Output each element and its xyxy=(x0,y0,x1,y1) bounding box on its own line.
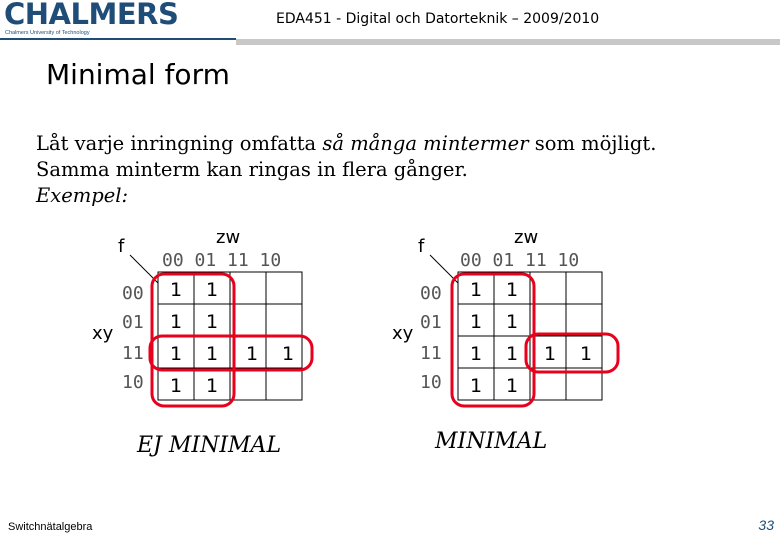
logo-wordmark: CHALMERS xyxy=(4,0,179,31)
cell: 1 xyxy=(469,343,483,365)
group-circle-square xyxy=(152,274,234,406)
row-label: 00 xyxy=(122,283,144,304)
kmap-left-caption: EJ MINIMAL xyxy=(137,433,282,458)
logo-subtitle: Chalmers University of Technology xyxy=(5,30,90,36)
body-example-label: Exempel: xyxy=(36,184,129,207)
kmap-right-caption: MINIMAL xyxy=(435,429,548,454)
kmap-left-cells xyxy=(170,279,294,397)
cell: 1 xyxy=(169,343,183,365)
kmap-left-xy-label: xy xyxy=(92,323,114,344)
kmap-right-xy-label: xy xyxy=(392,323,414,344)
kmap-right-row-labels xyxy=(420,283,442,393)
cell: 1 xyxy=(505,375,519,397)
slide-title: Minimal form xyxy=(46,58,230,91)
kmap-right xyxy=(392,227,618,454)
kmap-left xyxy=(92,227,312,458)
cell: 1 xyxy=(543,343,557,365)
group-circle-row xyxy=(526,334,618,372)
footer-topic: Switchnätalgebra xyxy=(8,521,93,533)
cell: 1 xyxy=(469,279,483,301)
row-label: 10 xyxy=(420,372,442,393)
cell: 1 xyxy=(281,343,295,365)
cell: 1 xyxy=(205,375,219,397)
cell: 1 xyxy=(205,311,219,333)
cell: 1 xyxy=(579,343,593,365)
body-line-1-c: som möjligt. xyxy=(528,132,657,155)
row-label: 01 xyxy=(420,312,442,333)
group-circle-square xyxy=(452,274,534,406)
kmap-right-f-label: f xyxy=(418,236,425,257)
course-header: EDA451 - Digital och Datorteknik – 2009/2010 xyxy=(276,11,600,27)
cell: 1 xyxy=(205,279,219,301)
kmap-left-zw-label: zw xyxy=(216,227,241,248)
cell: 1 xyxy=(169,279,183,301)
page-number: 33 xyxy=(758,517,774,533)
body-line-1-emphasis: så många mintermer xyxy=(322,132,529,155)
cell: 1 xyxy=(469,375,483,397)
kmap-left-row-labels xyxy=(122,283,144,393)
cell: 1 xyxy=(505,311,519,333)
row-label: 01 xyxy=(122,312,144,333)
row-label: 11 xyxy=(420,343,442,364)
cell: 1 xyxy=(469,311,483,333)
cell: 1 xyxy=(505,343,519,365)
cell: 1 xyxy=(169,375,183,397)
kmap-right-zw-label: zw xyxy=(514,227,539,248)
row-label: 11 xyxy=(122,343,144,364)
cell: 1 xyxy=(169,311,183,333)
cell: 1 xyxy=(505,279,519,301)
kmap-right-col-labels: 00 01 11 10 xyxy=(460,250,580,271)
row-label: 10 xyxy=(122,372,144,393)
cell: 1 xyxy=(205,343,219,365)
row-label: 00 xyxy=(420,283,442,304)
cell: 1 xyxy=(245,343,259,365)
body-line-2: Samma minterm kan ringas in flera gånger. xyxy=(36,158,468,181)
body-line-1-a: Låt varje inringning omfatta xyxy=(36,132,323,155)
kmap-left-f-label: f xyxy=(118,236,125,257)
kmap-left-col-labels: 00 01 11 10 xyxy=(162,250,282,271)
